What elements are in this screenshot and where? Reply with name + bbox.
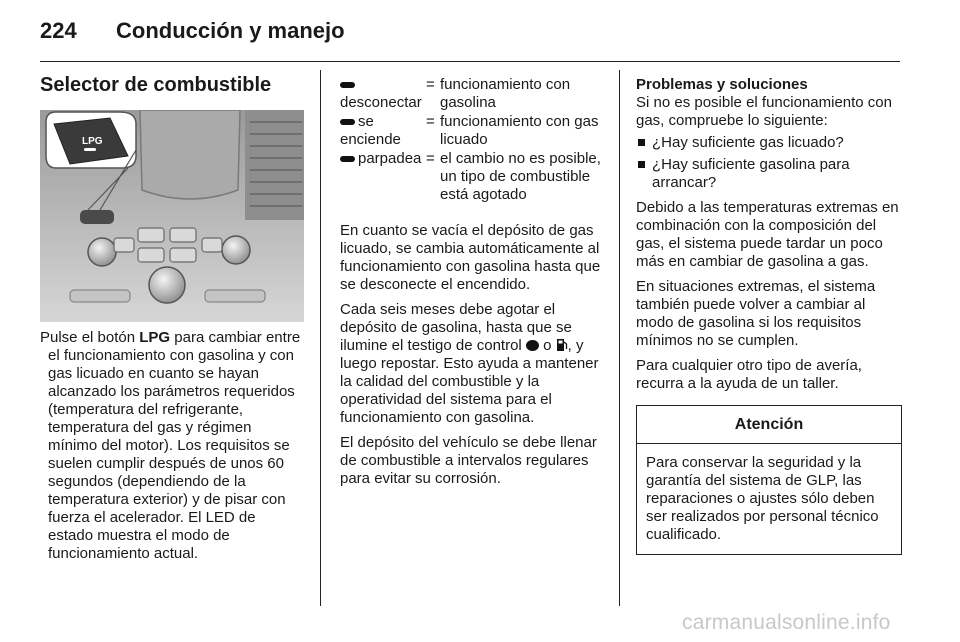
led-state-description: el cambio no es posible, un tipo de combustible está agotado	[440, 150, 601, 203]
led-dash-icon	[340, 156, 355, 162]
extreme-situations-paragraph: En situaciones extremas, el sistema también puede volver a cambiar al modo de gasolina si los requisitos mínimos no se cumplen.	[636, 278, 876, 349]
led-state-description: funcionamiento con gasolina	[440, 76, 571, 111]
led-row	[340, 150, 604, 204]
led-status-table	[340, 76, 604, 204]
list-item: ¿Hay suficiente gas licuado?	[636, 134, 904, 152]
workshop-paragraph: Para cualquier otro tipo de avería, recurra a la ayuda de un taller.	[636, 357, 862, 392]
column-divider-right	[619, 70, 620, 606]
caution-title: Atención	[637, 406, 901, 444]
troubleshooting-intro: Si no es posible el funcionamiento con gas, compruebe lo siguiente:	[636, 94, 892, 129]
chapter-title: Conducción y manejo	[116, 18, 345, 43]
page-header	[40, 18, 920, 58]
led-state-label: desconectar	[340, 94, 422, 111]
column-middle	[340, 76, 604, 488]
corrosion-paragraph: El depósito del vehículo se debe llenar de combustible a intervalos regulares para evitar su corrosión.	[340, 434, 597, 487]
column-left	[40, 76, 304, 563]
watermark: carmanualsonline.info	[682, 611, 891, 634]
caution-body: Para conservar la seguridad y la garantía del sistema de GLP, las reparaciones o ajustes sólo deben ser realizados por personal técnico cualificado.	[646, 454, 879, 543]
equals-sign: =	[426, 150, 435, 167]
dashboard-illustration	[40, 110, 304, 322]
led-state-label: se enciende	[340, 113, 401, 148]
caution-box	[636, 405, 902, 555]
fuel-pump-icon	[556, 337, 568, 352]
led-row	[340, 113, 604, 149]
led-state-description: funcionamiento con gas licuado	[440, 113, 599, 148]
intro-paragraph: Pulse el botón LPG para cambiar entre el funcionamiento con gasolina y con gas licuado en cuanto se hayan alcanzado los parámetros requeridos (temperatura del refrigerante, temperatura del gas y régimen mínimo del motor). Los requisitos se suelen cumplir después de unos 60 segundos (dependiendo de la temperatura exterior) y de pisar con fuerza el acelerador. El LED de estado muestra el modo de funcionamiento actual.	[40, 329, 301, 562]
header-divider	[40, 61, 900, 62]
six-month-paragraph: Cada seis meses debe agotar el depósito de gasolina, hasta que se ilumine el testigo de control o , y luego repostar. Esto ayuda a mantener la calidad del combustible y la operatividad del sistema para el funcionamiento con gasolina.	[340, 301, 599, 426]
led-dash-icon	[340, 119, 355, 125]
page-number: 224	[40, 18, 77, 43]
temperature-paragraph: Debido a las temperaturas extremas en combinación con la composición del gas, el sistema puede tardar un poco más en cambiar de gasolina a gas.	[636, 199, 899, 270]
equals-sign: =	[426, 76, 435, 93]
lpg-button-figure	[40, 110, 304, 322]
lpg-button-ref: LPG	[139, 329, 171, 346]
lpg-button-label: LPG	[82, 136, 103, 147]
tank-empty-paragraph: En cuanto se vacía el depósito de gas licuado, se cambia automáticamente al funcionamiento con gasolina hasta que se desconecte el encendido.	[340, 222, 601, 293]
equals-sign: =	[426, 113, 435, 130]
control-lamp-icon	[526, 340, 539, 351]
led-state-label: parpadea	[358, 150, 422, 167]
troubleshooting-heading: Problemas y soluciones	[636, 76, 808, 93]
led-row	[340, 76, 604, 112]
column-divider-left	[320, 70, 321, 606]
checklist	[636, 134, 904, 192]
led-dash-icon	[340, 82, 355, 88]
section-title: Selector de combustible	[40, 74, 272, 96]
status-led-icon	[84, 148, 96, 151]
list-item: ¿Hay suficiente gasolina para arrancar?	[636, 156, 904, 192]
column-right	[636, 76, 904, 555]
